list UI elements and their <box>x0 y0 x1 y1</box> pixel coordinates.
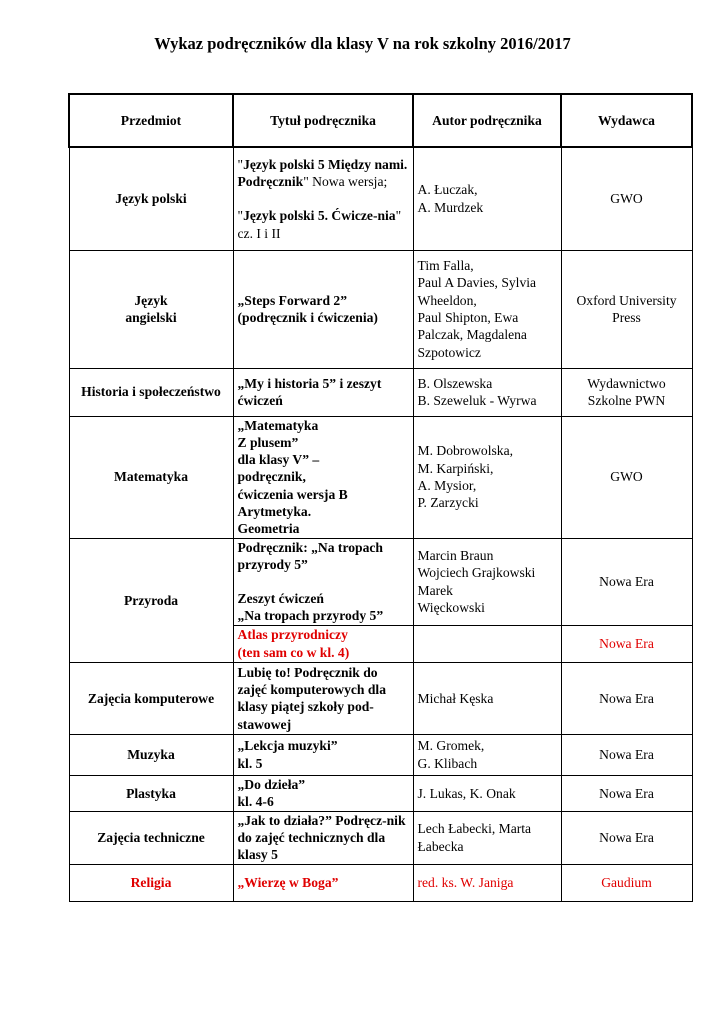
author-line: M. Gromek, <box>417 738 485 754</box>
publisher-cell: Nowa Era <box>561 662 692 734</box>
title-text: " cz. I i II <box>237 208 402 241</box>
author-cell <box>413 250 561 368</box>
author-line: Wojciech Grajkowski <box>417 565 536 581</box>
title-line: Atlas przyrodniczy <box>237 627 348 643</box>
title-bold: Język polski 5 Między nami. Podręcznik <box>237 156 408 189</box>
title-cell <box>233 625 413 662</box>
table-row <box>69 864 692 901</box>
author-cell: red. ks. W. Janiga <box>413 864 561 901</box>
title-cell: „Jak to działa?” Podręcz-nik do zajęć technicznych dla klasy 5 <box>233 811 413 864</box>
author-cell <box>413 147 561 250</box>
subject-line: Język <box>134 292 168 308</box>
title-cell <box>233 416 413 538</box>
author-cell <box>413 538 561 625</box>
subject-cell: Zajęcia komputerowe <box>69 662 233 734</box>
author-line: Paul Shipton, Ewa Palczak, Magdalena Szpotowicz <box>417 310 527 360</box>
author-cell <box>413 416 561 538</box>
subject-cell: Zajęcia techniczne <box>69 811 233 864</box>
author-cell: J. Lukas, K. Onak <box>413 775 561 811</box>
title-line: „Matematyka <box>237 417 319 433</box>
table-row <box>69 734 692 775</box>
title-line: kl. 5 <box>237 755 263 771</box>
title-line: Arytmetyka. <box>237 503 312 519</box>
table-row <box>69 538 692 625</box>
table-row <box>69 775 692 811</box>
publisher-cell: Wydawnictwo Szkolne PWN <box>561 368 692 416</box>
author-line: B. Szeweluk - Wyrwa <box>417 393 537 408</box>
title-cell: „Steps Forward 2” (podręcznik i ćwiczenia) <box>233 250 413 368</box>
title-line: „Do dzieła” <box>237 776 306 792</box>
publisher-cell: GWO <box>561 416 692 538</box>
title-line: dla klasy V” – <box>237 452 320 468</box>
author-line: P. Zarzycki <box>417 495 479 511</box>
publisher-cell: Nowa Era <box>561 538 692 625</box>
subject-cell: Historia i społeczeństwo <box>69 368 233 416</box>
title-cell <box>233 775 413 811</box>
author-line: Marcin Braun <box>417 548 494 564</box>
table-row <box>69 147 692 250</box>
table-header-row <box>69 94 692 147</box>
subject-cell <box>69 250 233 368</box>
author-line: Paul A Davies, Sylvia Wheeldon, <box>417 275 537 308</box>
publisher-cell: Nowa Era <box>561 811 692 864</box>
author-line: B. Olszewska <box>417 375 493 391</box>
header-publisher: Wydawca <box>561 94 692 147</box>
page-title: Wykaz podręczników dla klasy V na rok szkolny 2016/2017 <box>154 34 571 53</box>
title-line: Z plusem” <box>237 434 299 450</box>
title-line: podręcznik, <box>237 469 306 485</box>
title-line: (ten sam co w kl. 4) <box>237 644 350 660</box>
title-text: i zeszyt ćwiczeń <box>237 375 382 408</box>
title-cell: „Wierzę w Boga” <box>233 864 413 901</box>
publisher-cell: Nowa Era <box>561 734 692 775</box>
title-line: „Na tropach przyrody 5” <box>237 608 384 624</box>
subject-cell: Religia <box>69 864 233 901</box>
publisher-cell: Nowa Era <box>561 775 692 811</box>
author-line: Więckowski <box>417 599 485 615</box>
table-row <box>69 811 692 864</box>
author-line: M. Dobrowolska, <box>417 443 514 459</box>
table-row <box>69 368 692 416</box>
title-cell <box>233 147 413 250</box>
table-row <box>69 250 692 368</box>
author-line: G. Klibach <box>417 755 478 771</box>
subject-line: angielski <box>125 310 177 325</box>
publisher-cell: GWO <box>561 147 692 250</box>
title-line: Geometria <box>237 521 300 537</box>
header-author: Autor podręcznika <box>413 94 561 147</box>
subject-cell: Matematyka <box>69 416 233 538</box>
title-cell: Lubię to! Podręcznik do zajęć komputerowych dla klasy piątej szkoły pod-stawowej <box>233 662 413 734</box>
title-line: kl. 4-6 <box>237 794 274 810</box>
subject-cell: Przyroda <box>69 538 233 662</box>
header-title: Tytuł podręcznika <box>233 94 413 147</box>
author-cell: Michał Kęska <box>413 662 561 734</box>
title-text: " Nowa wersja; <box>303 173 388 189</box>
title-bold: Język polski 5. Ćwicze-nia <box>243 208 396 224</box>
author-cell <box>413 734 561 775</box>
author-line: M. Karpiński, <box>417 460 494 476</box>
title-line: ćwiczenia wersja B <box>237 486 348 502</box>
textbook-table <box>68 93 693 902</box>
table-row <box>69 662 692 734</box>
author-line: Tim Falla, <box>417 258 474 274</box>
subject-cell: Muzyka <box>69 734 233 775</box>
author-line: A. Murdzek <box>417 199 484 215</box>
publisher-cell: Oxford University Press <box>561 250 692 368</box>
author-line: A. Łuczak, <box>417 182 478 198</box>
header-subject: Przedmiot <box>69 94 233 147</box>
subject-cell: Plastyka <box>69 775 233 811</box>
title-bold: „My i historia 5” <box>237 375 337 391</box>
author-cell: Lech Łabecki, Marta Łabecka <box>413 811 561 864</box>
title-line: Zeszyt ćwiczeń <box>237 591 324 607</box>
author-cell <box>413 625 561 662</box>
quote-mark: " <box>237 156 244 172</box>
title-cell <box>233 734 413 775</box>
quote-mark: " <box>237 208 244 224</box>
publisher-cell: Nowa Era <box>561 625 692 662</box>
subject-cell: Język polski <box>69 147 233 250</box>
title-cell <box>233 368 413 416</box>
title-cell <box>233 538 413 625</box>
table-row <box>69 416 692 538</box>
author-line: A. Mysior, <box>417 478 477 494</box>
title-line: Podręcznik: „Na tropach przyrody 5” <box>237 539 383 572</box>
author-cell <box>413 368 561 416</box>
author-line: Marek <box>417 582 453 598</box>
title-line: „Lekcja muzyki” <box>237 738 338 754</box>
publisher-cell: Gaudium <box>561 864 692 901</box>
